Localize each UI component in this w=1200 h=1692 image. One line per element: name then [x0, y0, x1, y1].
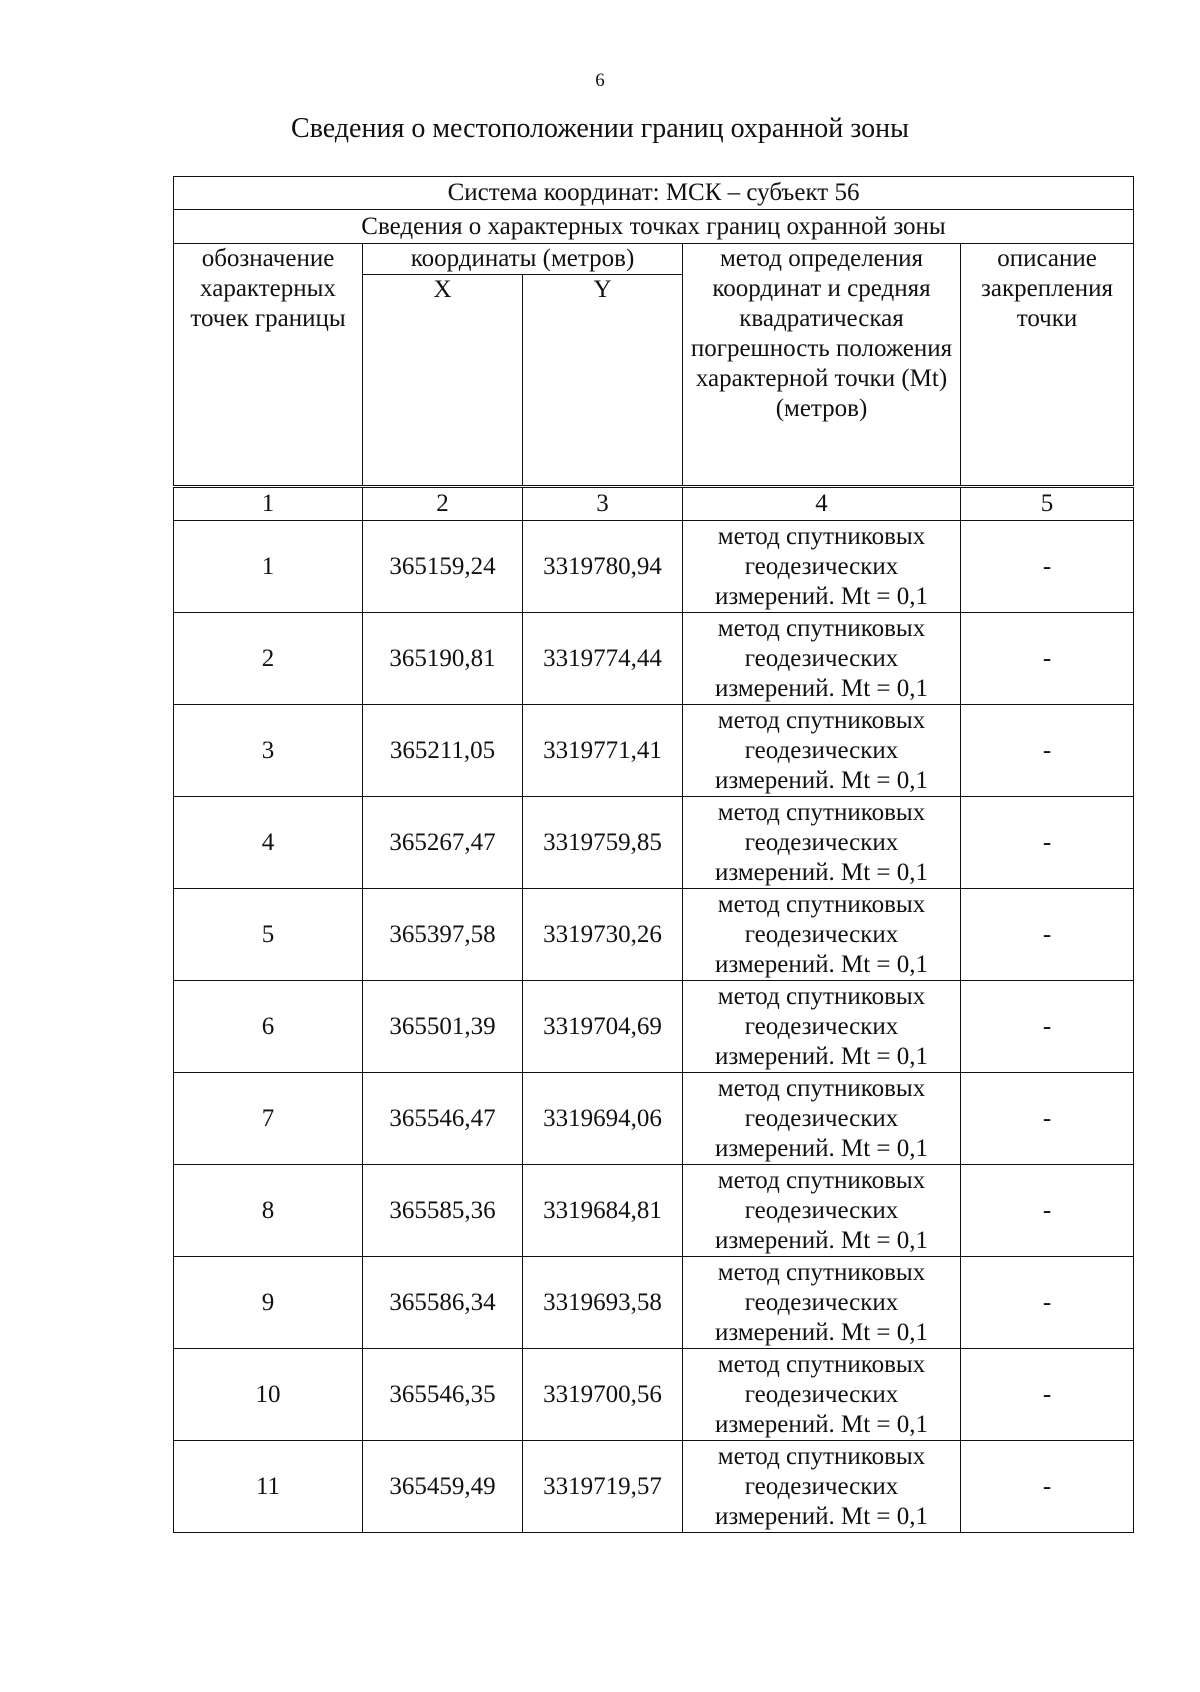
point-cell: 11 [174, 1441, 363, 1533]
description-cell: - [961, 797, 1134, 889]
x-coordinate-cell: 365211,05 [363, 705, 523, 797]
x-coordinate-cell: 365501,39 [363, 981, 523, 1073]
method-cell: метод спутниковых геодезических измерений. Mt = 0,1 [683, 1441, 961, 1533]
x-coordinate-cell: 365546,35 [363, 1349, 523, 1441]
x-coordinate-cell: 365159,24 [363, 521, 523, 613]
point-cell: 9 [174, 1257, 363, 1349]
boundary-points-table [173, 176, 1134, 1533]
x-coordinate-cell: 365546,47 [363, 1073, 523, 1165]
column-number: 2 [363, 487, 523, 521]
y-coordinate-cell: 3319759,85 [523, 797, 683, 889]
point-cell: 7 [174, 1073, 363, 1165]
table-row [174, 1073, 1134, 1165]
method-cell: метод спутниковых геодезических измерений. Mt = 0,1 [683, 521, 961, 613]
coordinates-header: координаты (метров) [363, 244, 683, 275]
table-row [174, 705, 1134, 797]
column-number: 5 [961, 487, 1134, 521]
y-coordinate-cell: 3319780,94 [523, 521, 683, 613]
description-cell: - [961, 889, 1134, 981]
point-cell: 4 [174, 797, 363, 889]
column-number: 1 [174, 487, 363, 521]
x-coordinate-cell: 365585,36 [363, 1165, 523, 1257]
column-number: 3 [523, 487, 683, 521]
point-cell: 1 [174, 521, 363, 613]
point-cell: 8 [174, 1165, 363, 1257]
table-row [174, 1257, 1134, 1349]
coordinate-system-row [174, 177, 1134, 210]
y-coordinate-cell: 3319719,57 [523, 1441, 683, 1533]
method-cell: метод спутниковых геодезических измерений. Mt = 0,1 [683, 1257, 961, 1349]
table-row [174, 889, 1134, 981]
description-cell: - [961, 521, 1134, 613]
method-cell: метод спутниковых геодезических измерений. Mt = 0,1 [683, 705, 961, 797]
method-cell: метод спутниковых геодезических измерений. Mt = 0,1 [683, 1165, 961, 1257]
y-coordinate-cell: 3319704,69 [523, 981, 683, 1073]
page-title: Сведения о местоположении границ охранной зоны [291, 113, 909, 144]
description-cell: - [961, 705, 1134, 797]
table-row [174, 1349, 1134, 1441]
table-row [174, 981, 1134, 1073]
y-coordinate-cell: 3319693,58 [523, 1257, 683, 1349]
coordinate-system-cell: Система координат: МСК – субъект 56 [174, 177, 1134, 210]
description-header: описание закрепления точки [961, 244, 1134, 487]
table-row [174, 613, 1134, 705]
method-cell: метод спутниковых геодезических измерений. Mt = 0,1 [683, 797, 961, 889]
y-coordinate-cell: 3319774,44 [523, 613, 683, 705]
method-cell: метод спутниковых геодезических измерений. Mt = 0,1 [683, 981, 961, 1073]
point-cell: 6 [174, 981, 363, 1073]
table-row [174, 1165, 1134, 1257]
column-numbers-row [174, 487, 1134, 521]
y-coordinate-cell: 3319694,06 [523, 1073, 683, 1165]
method-cell: метод спутниковых геодезических измерений. Mt = 0,1 [683, 1073, 961, 1165]
method-header: метод определения координат и средняя квадратическая погрешность положения характерной точки (Mt) (метров) [683, 244, 961, 487]
x-coordinate-cell: 365397,58 [363, 889, 523, 981]
description-cell: - [961, 1165, 1134, 1257]
method-cell: метод спутниковых геодезических измерений. Mt = 0,1 [683, 889, 961, 981]
y-coordinate-cell: 3319771,41 [523, 705, 683, 797]
point-cell: 10 [174, 1349, 363, 1441]
description-cell: - [961, 1349, 1134, 1441]
y-header: Y [523, 275, 683, 487]
y-coordinate-cell: 3319730,26 [523, 889, 683, 981]
description-cell: - [961, 1441, 1134, 1533]
description-cell: - [961, 1257, 1134, 1349]
point-cell: 2 [174, 613, 363, 705]
description-cell: - [961, 1073, 1134, 1165]
point-cell: 3 [174, 705, 363, 797]
table-caption-cell: Сведения о характерных точках границ охранной зоны [174, 210, 1134, 244]
table-row [174, 797, 1134, 889]
table-row [174, 521, 1134, 613]
y-coordinate-cell: 3319700,56 [523, 1349, 683, 1441]
x-coordinate-cell: 365586,34 [363, 1257, 523, 1349]
method-cell: метод спутниковых геодезических измерений. Mt = 0,1 [683, 1349, 961, 1441]
point-cell: 5 [174, 889, 363, 981]
point-designation-header: обозначение характерных точек границы [174, 244, 363, 487]
x-coordinate-cell: 365190,81 [363, 613, 523, 705]
x-header: X [363, 275, 523, 487]
y-coordinate-cell: 3319684,81 [523, 1165, 683, 1257]
x-coordinate-cell: 365459,49 [363, 1441, 523, 1533]
method-cell: метод спутниковых геодезических измерений. Mt = 0,1 [683, 613, 961, 705]
table-row [174, 1441, 1134, 1533]
description-cell: - [961, 613, 1134, 705]
header-row [174, 244, 1134, 275]
x-coordinate-cell: 365267,47 [363, 797, 523, 889]
table-caption-row [174, 210, 1134, 244]
description-cell: - [961, 981, 1134, 1073]
page-number: 6 [595, 70, 605, 91]
column-number: 4 [683, 487, 961, 521]
